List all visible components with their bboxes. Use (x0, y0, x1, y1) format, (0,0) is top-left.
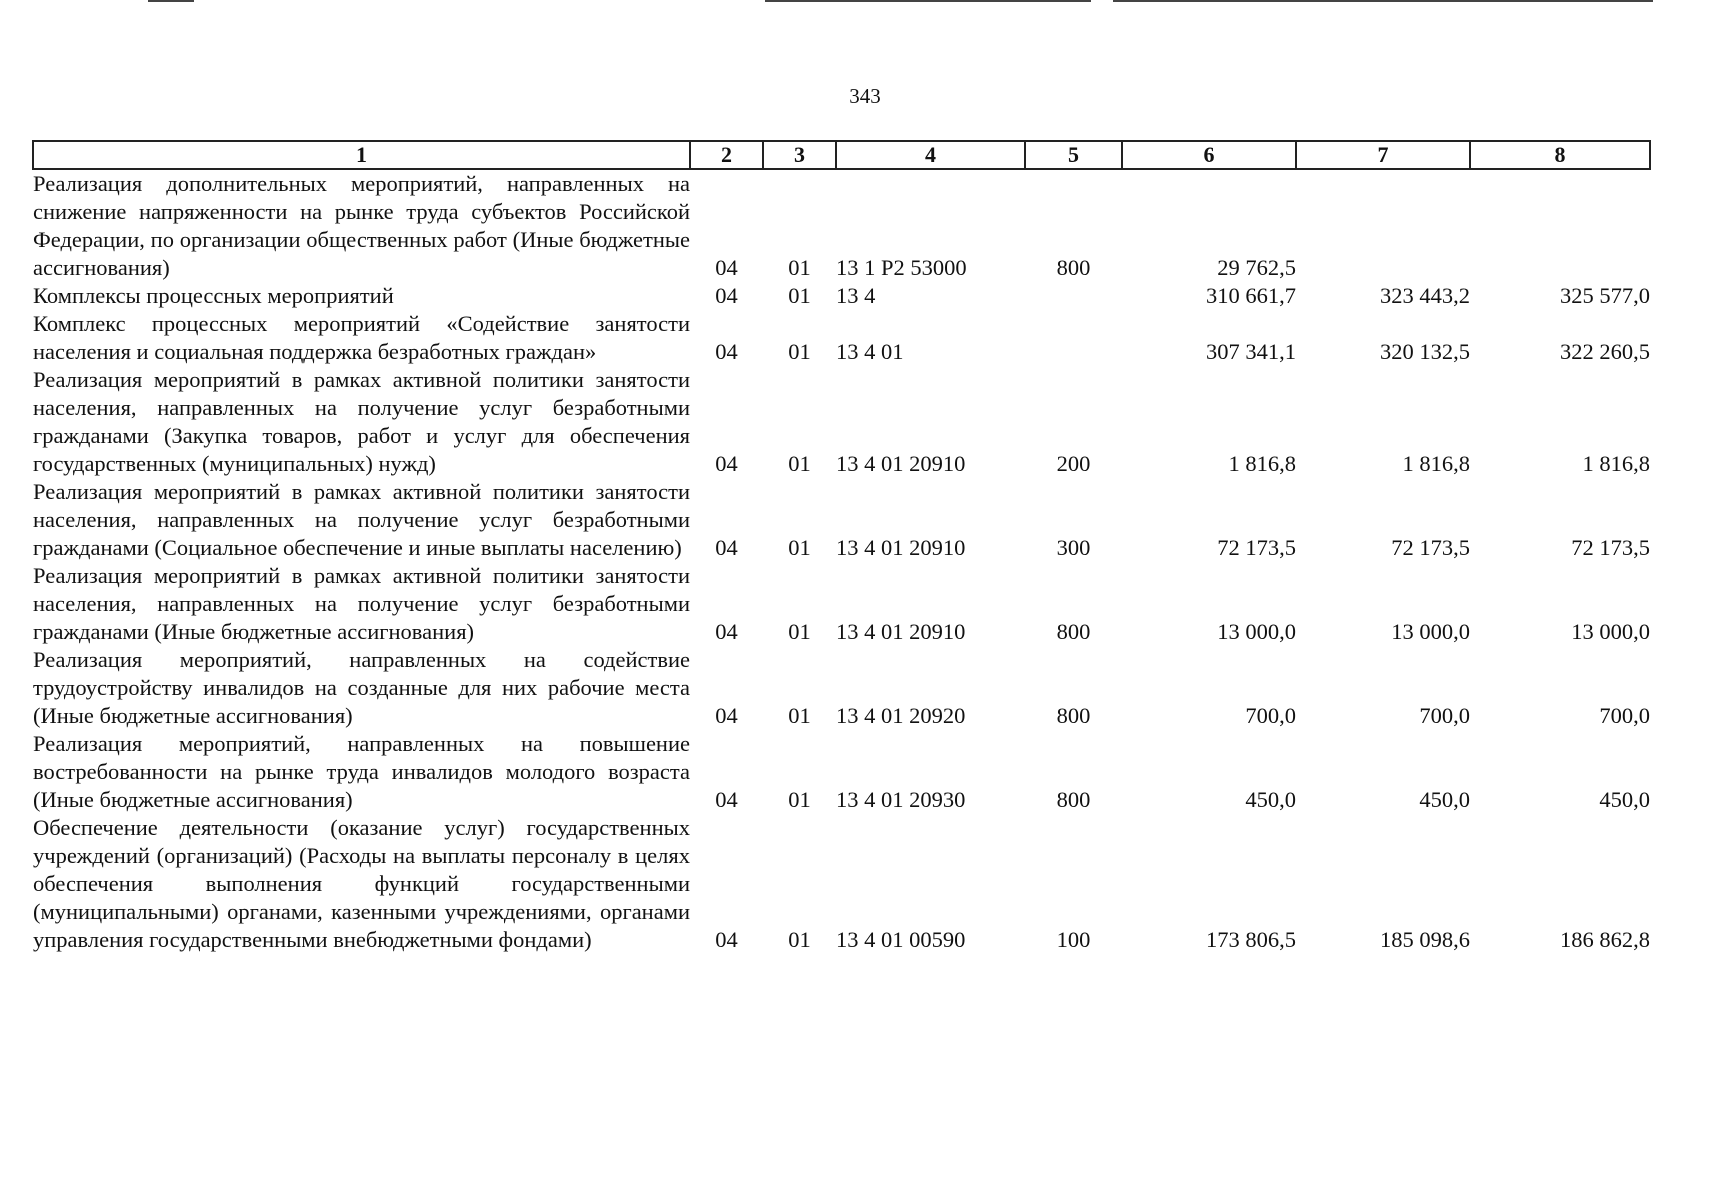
row-value-8: 325 577,0 (1560, 283, 1650, 308)
row-subsection: 01 (788, 451, 811, 476)
row-value-6: 310 661,7 (1206, 283, 1296, 308)
row-value-8: 450,0 (1599, 787, 1650, 812)
column-header: 6 (1122, 141, 1296, 169)
table-row (33, 730, 1650, 814)
row-expense-type (1025, 310, 1122, 366)
column-header: 5 (1025, 141, 1122, 169)
row-value-7: 1 816,8 (1402, 451, 1470, 476)
row-name: Реализация дополнительных мероприятий, направленных на снижение напряженности на рынке труда субъектов Российской Федерации, по организации общественных работ (Иные бюджетные ассигнования) (33, 171, 690, 280)
table-row (33, 169, 1650, 282)
column-header: 1 (33, 141, 690, 169)
row-name: Комплексы процессных мероприятий (33, 283, 394, 308)
row-target-code: 13 4 (836, 283, 876, 308)
top-rule-left (148, 0, 194, 2)
row-name: Реализация мероприятий в рамках активной политики занятости населения, направленных на получение услуг безработными гражданами (Иные бюджетные ассигнования) (33, 563, 690, 644)
row-section: 04 (715, 703, 738, 728)
column-header: 4 (836, 141, 1025, 169)
row-subsection: 01 (788, 535, 811, 560)
row-expense-type: 200 (1056, 451, 1091, 476)
table-row (33, 562, 1650, 646)
row-subsection: 01 (788, 787, 811, 812)
row-expense-type: 800 (1056, 619, 1091, 644)
row-target-code: 13 4 01 20930 (836, 787, 966, 812)
row-value-6: 450,0 (1245, 787, 1296, 812)
row-name: Реализация мероприятий, направленных на содействие трудоустройству инвалидов на созданные для них рабочие места (Иные бюджетные ассигнования) (33, 647, 690, 728)
row-section: 04 (715, 255, 738, 280)
row-subsection: 01 (788, 339, 811, 364)
row-value-8: 72 173,5 (1571, 535, 1650, 560)
row-name: Реализация мероприятий в рамках активной политики занятости населения, направленных на получение услуг безработными гражданами (Социальное обеспечение и иные выплаты населению) (33, 479, 690, 560)
row-value-6: 72 173,5 (1217, 535, 1296, 560)
row-target-code: 13 4 01 20910 (836, 619, 966, 644)
row-section: 04 (715, 787, 738, 812)
row-value-7 (1296, 169, 1470, 282)
row-section: 04 (715, 339, 738, 364)
table-row (33, 478, 1650, 562)
row-value-6: 29 762,5 (1217, 255, 1296, 280)
row-name: Обеспечение деятельности (оказание услуг) государственных учреждений (организаций) (Расходы на выплаты персоналу в целях обеспечения выполнения функций государственными (муниципальными) органами, казенными учреждениями, органами управления государственными внебюджетными фондами) (33, 815, 690, 952)
row-subsection: 01 (788, 619, 811, 644)
column-header: 3 (763, 141, 836, 169)
row-value-8: 322 260,5 (1560, 339, 1650, 364)
table-row (33, 366, 1650, 478)
top-rule-right (1113, 0, 1653, 2)
row-target-code: 13 4 01 20910 (836, 535, 966, 560)
row-value-8: 700,0 (1599, 703, 1650, 728)
row-value-8: 186 862,8 (1560, 927, 1650, 952)
row-expense-type: 800 (1056, 787, 1091, 812)
row-section: 04 (715, 535, 738, 560)
column-header: 8 (1470, 141, 1650, 169)
row-name: Реализация мероприятий, направленных на повышение востребованности на рынке труда инвалидов молодого возраста (Иные бюджетные ассигнования) (33, 731, 690, 812)
table-row (33, 814, 1650, 954)
row-name: Комплекс процессных мероприятий «Содействие занятости населения и социальная поддержка безработных граждан» (33, 311, 690, 364)
row-target-code: 13 1 Р2 53000 (836, 255, 967, 280)
row-expense-type (1025, 282, 1122, 310)
row-expense-type: 800 (1056, 703, 1091, 728)
row-section: 04 (715, 283, 738, 308)
row-section: 04 (715, 451, 738, 476)
column-header: 7 (1296, 141, 1470, 169)
row-value-7: 185 098,6 (1380, 927, 1470, 952)
row-expense-type: 300 (1056, 535, 1091, 560)
row-value-7: 320 132,5 (1380, 339, 1470, 364)
row-value-6: 700,0 (1245, 703, 1296, 728)
row-expense-type: 100 (1056, 927, 1091, 952)
row-target-code: 13 4 01 20910 (836, 451, 966, 476)
column-header: 2 (690, 141, 763, 169)
row-value-6: 1 816,8 (1228, 451, 1296, 476)
row-subsection: 01 (788, 255, 811, 280)
row-value-6: 173 806,5 (1206, 927, 1296, 952)
top-rule-middle (765, 0, 1091, 2)
row-value-7: 450,0 (1419, 787, 1470, 812)
row-value-7: 323 443,2 (1380, 283, 1470, 308)
row-value-8 (1470, 169, 1650, 282)
row-section: 04 (715, 927, 738, 952)
row-value-8: 13 000,0 (1571, 619, 1650, 644)
table-row (33, 646, 1650, 730)
row-target-code: 13 4 01 00590 (836, 927, 966, 952)
table-row (33, 282, 1650, 310)
table-row (33, 310, 1650, 366)
row-target-code: 13 4 01 20920 (836, 703, 966, 728)
row-subsection: 01 (788, 283, 811, 308)
row-value-7: 13 000,0 (1391, 619, 1470, 644)
row-subsection: 01 (788, 927, 811, 952)
row-value-6: 307 341,1 (1206, 339, 1296, 364)
page-number: 343 (849, 84, 881, 108)
row-value-6: 13 000,0 (1217, 619, 1296, 644)
budget-table (32, 140, 1651, 954)
row-name: Реализация мероприятий в рамках активной политики занятости населения, направленных на получение услуг безработными гражданами (Закупка товаров, работ и услуг для обеспечения государственных (муниципальных) нужд) (33, 367, 690, 476)
row-subsection: 01 (788, 703, 811, 728)
row-target-code: 13 4 01 (836, 339, 904, 364)
row-value-7: 700,0 (1419, 703, 1470, 728)
header-row (33, 141, 1650, 169)
row-expense-type: 800 (1056, 255, 1091, 280)
row-value-8: 1 816,8 (1582, 451, 1650, 476)
row-value-7: 72 173,5 (1391, 535, 1470, 560)
row-section: 04 (715, 619, 738, 644)
